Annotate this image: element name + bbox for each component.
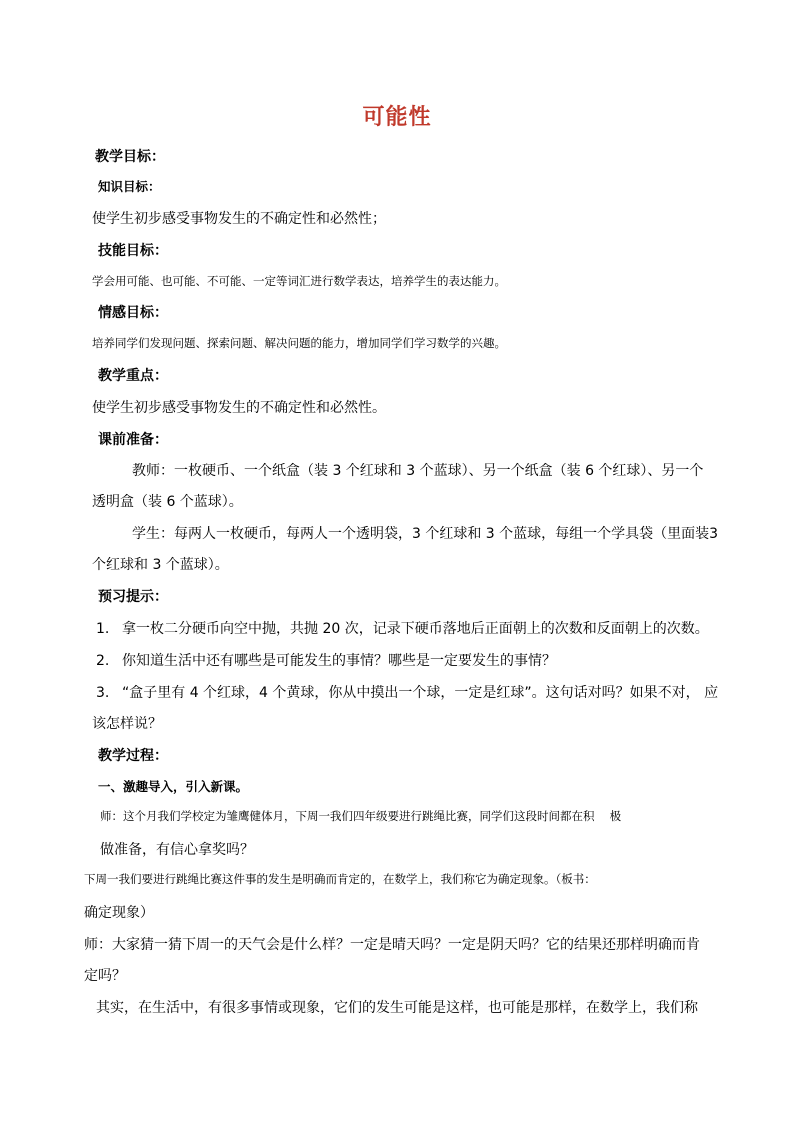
skill-goal-text: 学会用可能、也可能、不可能、一定等词汇进行数学表达，培养学生的表达能力。 (92, 274, 506, 288)
document-title: 可能性 (362, 104, 432, 130)
para-3-line-2: 定吗？ (84, 968, 126, 984)
para-2-line-1: 下周一我们要进行跳绳比赛这件事的发生是明确而肯定的，在数学上，我们称它为确定现象。（板书： (84, 872, 596, 886)
prep-student-line1: 学生：每两人一枚硬币，每两人一个透明袋，3 个红球和 3 个蓝球，每组一个学具袋（里面装3 (132, 526, 719, 542)
knowledge-goal-text: 使学生初步感受事物发生的不确定性和必然性； (92, 211, 386, 227)
preview-item-3-continuation: 该怎样说？ (92, 716, 162, 732)
prep-teacher-line2: 透明盒（装 6 个蓝球）。 (92, 494, 243, 510)
preview-item-2 (96, 650, 556, 670)
preview-item-text: 拿一枚二分硬币向空中抛，共抛 20 次，记录下硬币落地后正面朝上的次数和反面朝上的次数。 (122, 621, 709, 637)
section-1-heading: 一、激趣导入，引入新课。 (98, 779, 249, 794)
preview-item-1 (96, 618, 709, 638)
teaching-goals-heading: 教学目标： (95, 149, 165, 165)
para-2-line-2: 确定现象） (84, 905, 154, 921)
knowledge-goal-heading: 知识目标： (98, 179, 161, 194)
process-heading: 教学过程： (98, 748, 168, 764)
emotion-goal-heading: 情感目标： (98, 305, 168, 321)
para-1-line-1: 师：这个月我们学校定为雏鹰健体月，下周一我们四年级要进行跳绳比赛，同学们这段时间都在积 极 (100, 809, 622, 823)
preview-item-number: 2. (96, 653, 110, 669)
key-point-heading: 教学重点： (98, 368, 168, 384)
preview-item-text: “盒子里有 4 个红球，4 个黄球，你从中摸出一个球，一定是红球”。这句话对吗？如果不对， 应 (122, 685, 719, 701)
para-3-line-1: 师：大家猜一猜下周一的天气会是什么样？一定是晴天吗？一定是阴天吗？它的结果还那样明确而肯 (84, 937, 700, 953)
prep-student-line2: 个红球和 3 个蓝球）。 (92, 557, 229, 573)
preview-item-number: 3. (96, 685, 110, 701)
skill-goal-heading: 技能目标： (98, 243, 168, 259)
prep-heading: 课前准备： (98, 432, 168, 448)
prep-teacher-line1: 教师：一枚硬币、一个纸盒（装 3 个红球和 3 个蓝球）、另一个纸盒（装 6 个红球）、另一个 (132, 463, 704, 479)
preview-heading: 预习提示： (98, 589, 168, 605)
key-point-text: 使学生初步感受事物发生的不确定性和必然性。 (92, 400, 386, 416)
emotion-goal-text: 培养同学们发现问题、探索问题、解决问题的能力，增加同学们学习数学的兴趣。 (92, 336, 506, 350)
preview-item-number: 1. (96, 621, 110, 637)
preview-item-text: 你知道生活中还有哪些是可能发生的事情？哪些是一定要发生的事情？ (122, 653, 556, 669)
preview-item-3 (96, 682, 718, 702)
para-4-line-1: 其实，在生活中，有很多事情或现象，它们的发生可能是这样，也可能是那样，在数学上，我们称 (96, 1000, 698, 1016)
para-1-line-2: 做准备，有信心拿奖吗？ (100, 842, 254, 858)
